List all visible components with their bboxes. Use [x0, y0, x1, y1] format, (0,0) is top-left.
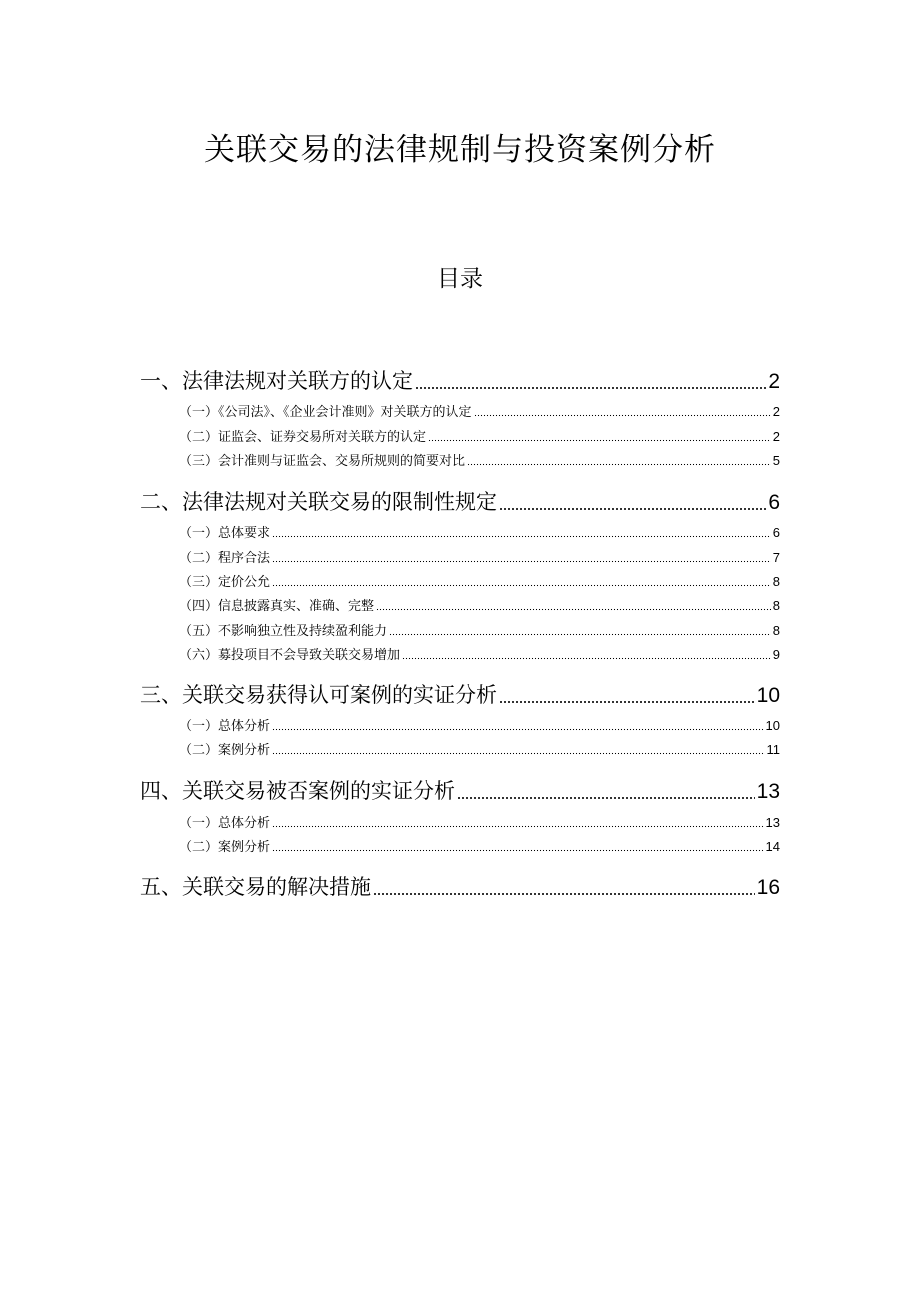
toc-entry-title: （二）程序合法: [179, 551, 271, 566]
toc-entry-section[interactable]: [179, 523, 780, 543]
toc-page-number: 5: [772, 453, 780, 468]
dot-leader: [499, 506, 766, 511]
toc-entry-title: （一）总体要求: [179, 526, 271, 541]
toc-page-number: 10: [765, 718, 780, 733]
dot-leader: [272, 727, 764, 731]
toc-entry-title: （五）不影响独立性及持续盈利能力: [179, 624, 388, 639]
dot-leader: [474, 413, 771, 417]
toc-entry-section[interactable]: [179, 548, 780, 568]
toc-entry-title: 一、法律法规对关联方的认定: [140, 369, 413, 393]
toc-page-number: 8: [772, 598, 780, 613]
dot-leader: [272, 559, 771, 563]
toc-entry-title: （六）募投项目不会导致关联交易增加: [179, 648, 401, 663]
toc-entry-section[interactable]: [179, 596, 780, 616]
toc-entry-section[interactable]: [179, 645, 780, 665]
toc-page-number: 9: [772, 647, 780, 662]
toc-entry-section[interactable]: [179, 716, 780, 736]
toc-page-number: 13: [756, 780, 780, 803]
toc-page-number: 7: [772, 550, 780, 565]
toc-entry-section[interactable]: [179, 572, 780, 592]
toc-entry-section[interactable]: [179, 451, 780, 471]
toc-entry-section[interactable]: [179, 740, 780, 760]
toc-page-number: 13: [765, 815, 780, 830]
toc-page-number: 8: [772, 574, 780, 589]
toc-entry-title: 二、法律法规对关联交易的限制性规定: [140, 490, 497, 514]
toc-page-number: 8: [772, 623, 780, 638]
toc-page-number: 2: [772, 404, 780, 419]
dot-leader: [428, 438, 771, 442]
toc-entry-title: （一）《公司法》、《企业会计准则》对关联方的认定: [179, 405, 472, 420]
toc-page-number: 16: [756, 876, 780, 899]
toc-entry-title: （三）定价公允: [179, 575, 271, 590]
toc-entry-title: （一）总体分析: [179, 719, 271, 734]
toc-entry-title: （二）案例分析: [179, 743, 271, 758]
toc-entry-section[interactable]: [179, 813, 780, 833]
toc-page-number: 14: [765, 839, 780, 854]
toc-page-number: 2: [768, 370, 780, 393]
toc-entry-chapter[interactable]: [140, 872, 780, 902]
toc-entry-chapter[interactable]: [140, 680, 780, 710]
toc-entry-chapter[interactable]: [140, 776, 780, 806]
dot-leader: [373, 891, 755, 896]
dot-leader: [457, 795, 755, 800]
dot-leader: [467, 462, 771, 466]
toc-entry-title: 四、关联交易被否案例的实证分析: [140, 779, 455, 803]
dot-leader: [272, 824, 764, 828]
toc-page-number: 10: [756, 684, 780, 707]
dot-leader: [272, 848, 764, 852]
toc-entry-section[interactable]: [179, 621, 780, 641]
toc-entry-title: （二）案例分析: [179, 840, 271, 855]
dot-leader: [272, 751, 764, 755]
toc-entry-section[interactable]: [179, 402, 780, 422]
toc-entry-title: 三、关联交易获得认可案例的实证分析: [140, 683, 497, 707]
toc-entry-section[interactable]: [179, 837, 780, 857]
toc-entry-title: （三）会计准则与证监会、交易所规则的简要对比: [179, 454, 466, 469]
dot-leader: [415, 385, 766, 390]
toc-heading: 目录: [437, 266, 483, 292]
dot-leader: [272, 534, 771, 538]
document-title: 关联交易的法律规制与投资案例分析: [204, 132, 716, 168]
dot-leader: [499, 699, 755, 704]
toc-entry-title: （四）信息披露真实、准确、完整: [179, 599, 375, 614]
toc-page-number: 2: [772, 429, 780, 444]
dot-leader: [376, 607, 771, 611]
toc-entry-chapter[interactable]: [140, 487, 780, 517]
dot-leader: [402, 656, 771, 660]
toc-entry-title: （一）总体分析: [179, 816, 271, 831]
toc-page-number: 6: [772, 525, 780, 540]
dot-leader: [272, 583, 771, 587]
toc-entry-title: （二）证监会、证券交易所对关联方的认定: [179, 430, 427, 445]
toc-entry-chapter[interactable]: [140, 366, 780, 396]
dot-leader: [389, 632, 771, 636]
toc-page-number: 6: [768, 491, 780, 514]
toc-entry-title: 五、关联交易的解决措施: [140, 875, 371, 899]
toc-page-number: 11: [766, 742, 780, 757]
toc-entry-section[interactable]: [179, 427, 780, 447]
